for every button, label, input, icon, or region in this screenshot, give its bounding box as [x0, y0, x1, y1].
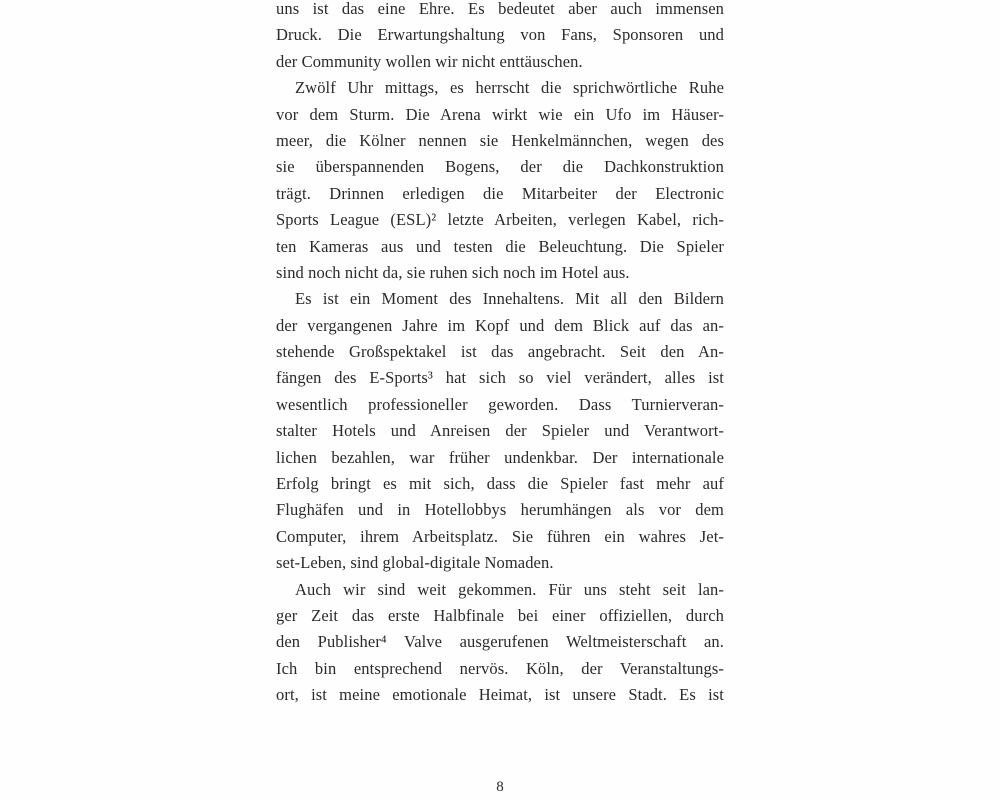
page-number: 8: [496, 779, 504, 795]
text-line: vor dem Sturm. Die Arena wirkt wie ein Ufo im Häuser-: [276, 104, 724, 124]
text-line: Auch wir sind weit gekommen. Für uns steht seit lan-: [295, 579, 724, 599]
page-text-block: [276, 0, 724, 709]
text-line: Flughäfen und in Hotellobbys herumhängen als vor dem: [276, 500, 724, 520]
text-line: wesentlich professioneller geworden. Dass Turnierveran-: [276, 394, 724, 414]
text-line: ten Kameras aus und testen die Beleuchtung. Die Spieler: [276, 236, 724, 256]
text-line: ort, ist meine emotionale Heimat, ist unsere Stadt. Es ist: [276, 685, 724, 705]
text-line: der Community wollen wir nicht enttäuschen.: [276, 51, 583, 71]
text-line: den Publisher⁴ Valve ausgerufenen Weltmeisterschaft an.: [276, 632, 724, 652]
text-line: lichen bezahlen, war früher undenkbar. Der internationale: [276, 447, 724, 467]
text-line: Ich bin entsprechend nervös. Köln, der Veranstaltungs-: [276, 658, 724, 678]
text-line: meer, die Kölner nennen sie Henkelmännchen, wegen des: [276, 130, 724, 150]
text-line: ger Zeit das erste Halbfinale bei einer offiziellen, durch: [276, 605, 724, 625]
text-line: uns ist das eine Ehre. Es bedeutet aber auch immensen: [276, 0, 724, 18]
text-line: fängen des E-Sports³ hat sich so viel verändert, alles ist: [276, 368, 724, 388]
text-line: stehende Großspektakel ist das angebracht. Seit den An-: [276, 342, 724, 362]
text-line: sie überspannenden Bogens, der die Dachkonstruktion: [276, 157, 724, 177]
text-line: stalter Hotels und Anreisen der Spieler und Verantwort-: [276, 421, 724, 441]
text-line: sind noch nicht da, sie ruhen sich noch im Hotel aus.: [276, 262, 630, 282]
text-line: Sports League (ESL)² letzte Arbeiten, verlegen Kabel, rich-: [276, 210, 724, 230]
text-line: Druck. Die Erwartungshaltung von Fans, Sponsoren und: [276, 25, 724, 45]
text-line: Computer, ihrem Arbeitsplatz. Sie führen ein wahres Jet-: [276, 526, 724, 546]
text-line: Zwölf Uhr mittags, es herrscht die sprichwörtliche Ruhe: [295, 78, 724, 98]
text-line: trägt. Drinnen erledigen die Mitarbeiter der Electronic: [276, 183, 724, 203]
text-line: Es ist ein Moment des Innehaltens. Mit all den Bildern: [295, 289, 724, 309]
text-line: der vergangenen Jahre im Kopf und dem Blick auf das an-: [276, 315, 724, 335]
text-line: Erfolg bringt es mit sich, dass die Spieler fast mehr auf: [276, 474, 724, 494]
text-line: set-Leben, sind global-digitale Nomaden.: [276, 553, 554, 573]
